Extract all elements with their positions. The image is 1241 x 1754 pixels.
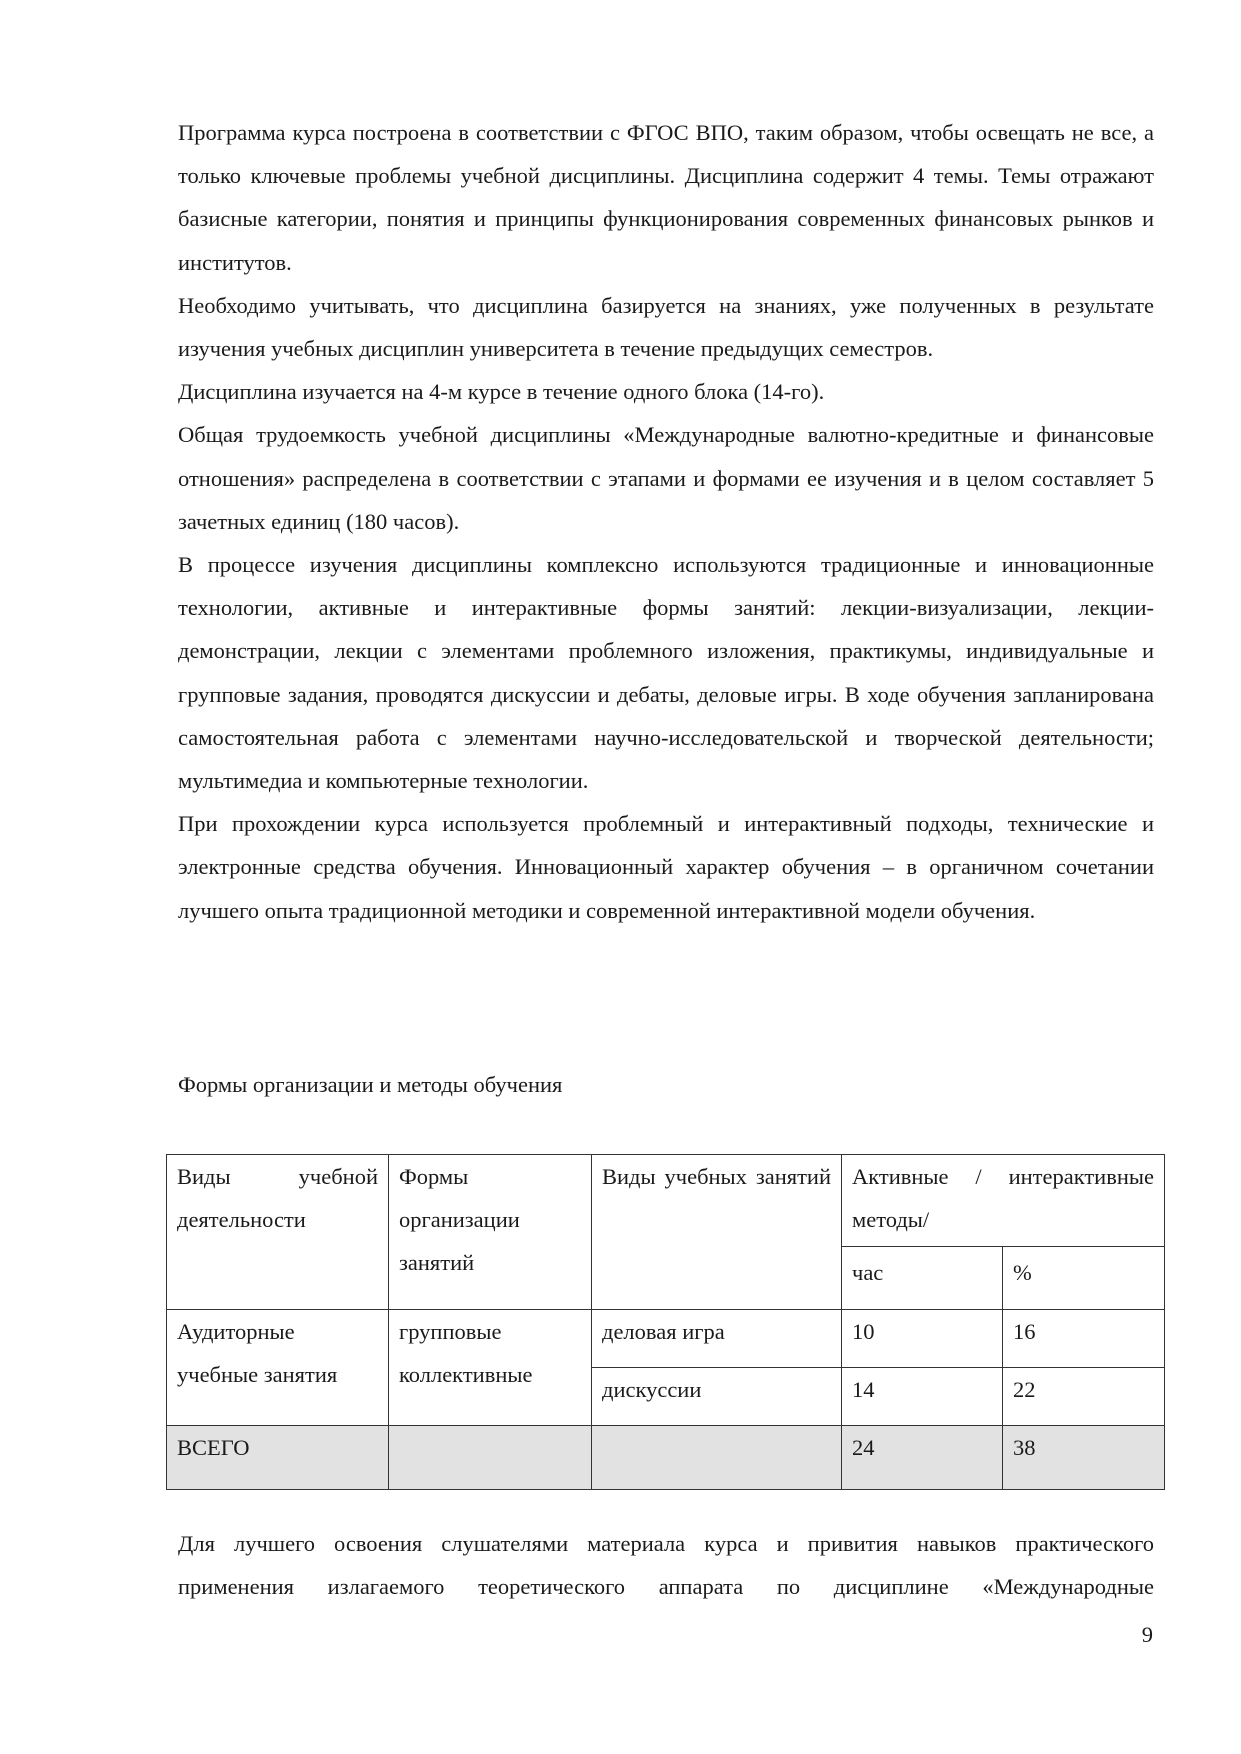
header-class-types: Виды учебных занятий [592,1155,842,1310]
paragraph-technologies: В процессе изучения дисциплины комплексно используются традиционные и инновационные технологии, активные и интерактивные формы занятий: лекции-визуализации, лекции-демонстрации, лекции с элементами проблемного изложения, практикумы, индивидуальные и групповые задания, проводятся дискуссии и дебаты, деловые игры. В ходе обучения запланирована самостоятельная работа с элементами научно-исследовательской и творческой деятельности; мультимедиа и компьютерные технологии. [178,552,1154,794]
cell-hours: 10 [842,1310,1003,1368]
table-header-row [167,1155,1165,1247]
after-line: Для лучшего освоения слушателями материала курса и привития навыков практического [178,1531,1154,1556]
subheader-percent: % [1003,1247,1165,1310]
header-activity-types: Виды учебной деятельности [167,1155,389,1310]
header-organization-forms: Формы организации занятий [389,1155,592,1310]
cell-group-forms: групповые коллективные [389,1310,592,1426]
cell-class-type: деловая игра [592,1310,842,1368]
cell-percent: 22 [1003,1368,1165,1426]
body-text [178,111,1154,932]
table-row [167,1310,1165,1368]
cell-group-activity: Аудиторные учебные занятия [167,1310,389,1426]
paragraph-approach: При прохождении курса используется проблемный и интерактивный подходы, технические и электронные средства обучения. Инновационный характер обучения – в органичном сочетании лучшего опыта традиционной методики и современной интерактивной модели обучения. [178,811,1154,923]
table-total-row [167,1426,1165,1490]
cell-class-type: дискуссии [592,1368,842,1426]
paragraph-program: Программа курса построена в соответствии с ФГОС ВПО, таким образом, чтобы освещать не все, а только ключевые проблемы учебной дисциплины. Дисциплина содержит 4 темы. Темы отражают базисные категории, понятия и принципы функционирования современных финансовых рынков и институтов. [178,120,1154,275]
paragraph-prerequisites: Необходимо учитывать, что дисциплина базируется на знаниях, уже полученных в результате изучения учебных дисциплин университета в течение предыдущих семестров. [178,292,1154,362]
after-line: применения излагаемого теоретического аппарата по дисциплине «Международные [178,1574,1154,1600]
cell-hours: 14 [842,1368,1003,1426]
cell-total-percent: 38 [1003,1426,1165,1490]
header-active-methods: Активные / интерактивные методы/ [842,1155,1165,1247]
subheader-hours: час [842,1247,1003,1310]
cell-total-label: ВСЕГО [167,1426,389,1490]
cell-total-empty [592,1426,842,1490]
cell-percent: 16 [1003,1310,1165,1368]
cell-total-empty [389,1426,592,1490]
page-number: 9 [1141,1622,1153,1647]
table-caption: Формы организации и методы обучения [178,1072,563,1097]
paragraph-course-year: Дисциплина изучается на 4-м курсе в течение одного блока (14-го). [178,379,825,405]
after-table-text [178,1522,1154,1608]
paragraph-workload: Общая трудоемкость учебной дисциплины «Международные валютно-кредитные и финансовые отношения» распределена в соответствии с этапами и формами ее изучения и в целом составляет 5 зачетных единиц (180 часов). [178,422,1154,534]
methods-table [166,1154,1165,1490]
cell-total-hours: 24 [842,1426,1003,1490]
